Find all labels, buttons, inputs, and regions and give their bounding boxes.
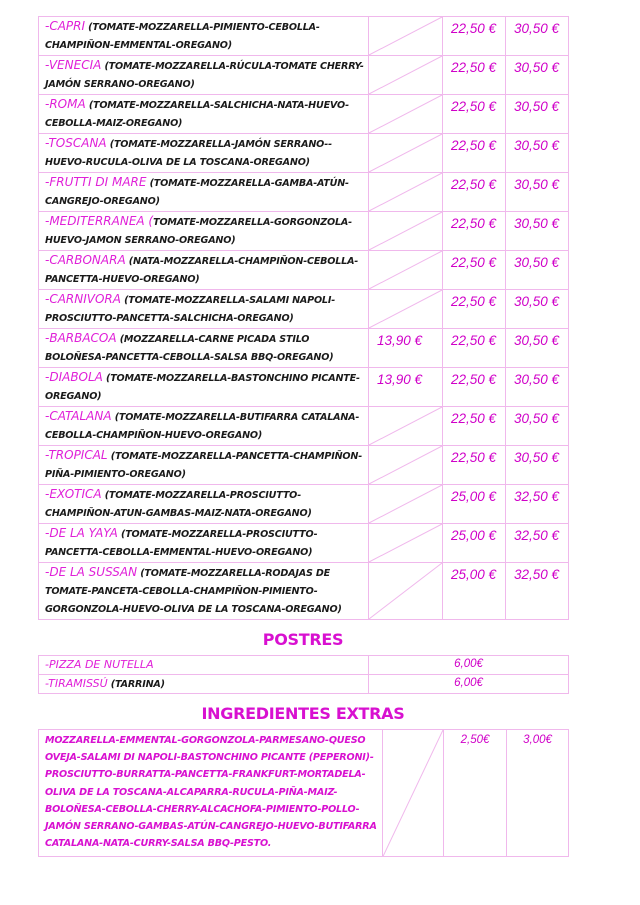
empty-cell-slash (369, 524, 443, 563)
table-row (39, 563, 569, 620)
dessert-name: -TIRAMISSÚ (45, 677, 108, 690)
empty-cell-slash (369, 173, 443, 212)
pizza-description (39, 56, 369, 95)
table-row (39, 290, 569, 329)
extras-price-medium: 2,50€ (444, 730, 507, 857)
postres-title: POSTRES (262, 630, 344, 649)
pizza-name: -CATALANA (45, 409, 112, 423)
pizza-ingredients: (TOMATE-MOZZARELLA-RÚCULA-TOMATE CHERRY- JAMÓN SERRANO-OREGANO) (45, 61, 364, 90)
pizza-name: -BARBACOA (45, 331, 117, 345)
pizza-name: -ROMA (45, 97, 86, 111)
empty-cell-slash (369, 56, 443, 95)
dessert-extra: (TARRINA) (107, 679, 165, 690)
price-large: 32,50 € (506, 485, 569, 524)
pizza-name: -TOSCANA (45, 136, 107, 150)
price-large: 30,50 € (506, 17, 569, 56)
price-medium: 22,50 € (443, 95, 506, 134)
pizza-name: -MEDITERRANEA ( (45, 214, 154, 228)
pizza-description (39, 251, 369, 290)
empty-cell-slash (369, 563, 443, 620)
table-row (39, 56, 569, 95)
pizza-description (39, 485, 369, 524)
pizza-name: -VENECIA (45, 58, 102, 72)
pizza-description (39, 407, 369, 446)
price-large: 30,50 € (506, 290, 569, 329)
table-row (39, 485, 569, 524)
price-large: 30,50 € (506, 329, 569, 368)
price-medium: 22,50 € (443, 407, 506, 446)
extras-title: INGREDIENTES EXTRAS (201, 704, 405, 723)
price-small: 13,90 € (369, 329, 443, 368)
table-row (39, 368, 569, 407)
price-medium: 22,50 € (443, 251, 506, 290)
pizza-description (39, 524, 369, 563)
dessert-price: 6,00€ (369, 675, 569, 694)
table-row (39, 329, 569, 368)
pizza-description (39, 173, 369, 212)
pizza-description (39, 446, 369, 485)
table-row (39, 251, 569, 290)
empty-cell-slash (369, 17, 443, 56)
pizza-description (39, 95, 369, 134)
extras-list: MOZZARELLA-EMMENTAL-GORGONZOLA-PARMESANO-QUESO OVEJA-SALAMI DI NAPOLI-BASTONCHINO PICANTE (PEPERONI)-PROSCIUTTO-BURRATTA-PANCETTA-FRANKFURT-MORTADELA-OLIVA DE LA TOSCANA-ALCAPARRA-RUCULA-PIÑA-MAIZ-BOLOÑESA-CEBOLLA-CHERRY-ALCACHOFA-PIMIENTO-POLLO-JAMÓN SERRANO-GAMBAS-ATÚN-CANGREJO-HUEVO-BUTIFARRA CATALANA-NATA-CURRY-SALSA BBQ-PESTO. (39, 730, 383, 857)
price-large: 32,50 € (506, 524, 569, 563)
pizza-description (39, 134, 369, 173)
price-large: 30,50 € (506, 95, 569, 134)
price-medium: 22,50 € (443, 368, 506, 407)
table-row (39, 407, 569, 446)
pizza-name: -FRUTTI DI MARE (45, 175, 147, 189)
table-row (39, 17, 569, 56)
pizza-description (39, 329, 369, 368)
price-medium: 22,50 € (443, 56, 506, 95)
pizza-ingredients: (TOMATE-MOZZARELLA-SALAMI NAPOLI-PROSCIUTTO-PANCETTA-SALCHICHA-OREGANO) (45, 295, 335, 324)
table-row (39, 95, 569, 134)
dessert-price: 6,00€ (369, 656, 569, 675)
price-medium: 22,50 € (443, 290, 506, 329)
menu-page (38, 16, 568, 857)
table-row (39, 524, 569, 563)
price-medium: 22,50 € (443, 446, 506, 485)
table-row (39, 656, 569, 675)
pizza-description (39, 17, 369, 56)
extras-price-large: 3,00€ (507, 730, 569, 857)
dessert-name: -PIZZA DE NUTELLA (45, 658, 154, 671)
empty-cell-slash (369, 251, 443, 290)
empty-cell-slash (369, 95, 443, 134)
table-row (39, 173, 569, 212)
pizza-ingredients: (TOMATE-MOZZARELLA-PROSCIUTTO-PANCETTA-CEBOLLA-EMMENTAL-HUEVO-OREGANO) (45, 529, 318, 558)
pizza-name: -CAPRI (45, 19, 86, 33)
price-medium: 25,00 € (443, 524, 506, 563)
price-large: 30,50 € (506, 368, 569, 407)
pizza-ingredients: (NATA-MOZZARELLA-CHAMPIÑON-CEBOLLA-PANCETTA-HUEVO-OREGANO) (45, 256, 359, 285)
price-large: 30,50 € (506, 134, 569, 173)
pizza-ingredients: (TOMATE-MOZZARELLA-GAMBA-ATÚN-CANGREJO-OREGANO) (45, 178, 349, 207)
table-row (39, 212, 569, 251)
pizza-name: -DE LA SUSSAN (45, 565, 138, 579)
empty-cell-slash (383, 730, 444, 857)
price-large: 30,50 € (506, 173, 569, 212)
price-large: 30,50 € (506, 446, 569, 485)
price-large: 30,50 € (506, 251, 569, 290)
empty-cell-slash (369, 485, 443, 524)
pizza-description (39, 290, 369, 329)
table-row (39, 730, 569, 857)
pizza-ingredients: (TOMATE-MOZZARELLA-BUTIFARRA CATALANA-CEBOLLA-CHAMPIÑON-HUEVO-OREGANO) (45, 412, 360, 441)
price-medium: 25,00 € (443, 485, 506, 524)
pizza-ingredients: (TOMATE-MOZZARELLA-PIMIENTO-CEBOLLA-CHAMPIÑON-EMMENTAL-OREGANO) (45, 22, 320, 51)
pizza-name: -CARNIVORA (45, 292, 121, 306)
price-large: 30,50 € (506, 212, 569, 251)
pizza-ingredients: (TOMATE-MOZZARELLA-PROSCIUTTO-CHAMPIÑON-ATUN-GAMBAS-MAIZ-NATA-OREGANO) (45, 490, 312, 519)
pizza-ingredients: TOMATE-MOZZARELLA-GORGONZOLA-HUEVO-JAMON SERRANO-OREGANO) (45, 217, 352, 246)
empty-cell-slash (369, 134, 443, 173)
price-large: 30,50 € (506, 407, 569, 446)
extras-table (38, 729, 569, 857)
table-row (39, 675, 569, 694)
empty-cell-slash (369, 212, 443, 251)
empty-cell-slash (369, 446, 443, 485)
table-row (39, 134, 569, 173)
pizza-ingredients: (TOMATE-MOZZARELLA-PANCETTA-CHAMPIÑON-PIÑA-PIMIENTO-OREGANO) (45, 451, 363, 480)
pizza-name: -DIABOLA (45, 370, 103, 384)
price-medium: 22,50 € (443, 134, 506, 173)
price-large: 30,50 € (506, 56, 569, 95)
pizza-name: -CARBONARA (45, 253, 126, 267)
empty-cell-slash (369, 407, 443, 446)
pizza-ingredients: (MOZZARELLA-CARNE PICADA STILO BOLOÑESA-PANCETTA-CEBOLLA-SALSA BBQ-OREGANO) (45, 334, 334, 363)
price-medium: 22,50 € (443, 329, 506, 368)
price-large: 32,50 € (506, 563, 569, 620)
pizza-description (39, 212, 369, 251)
price-medium: 22,50 € (443, 173, 506, 212)
price-small: 13,90 € (369, 368, 443, 407)
pizza-description (39, 368, 369, 407)
table-row (39, 446, 569, 485)
pizza-ingredients: (TOMATE-MOZZARELLA-SALCHICHA-NATA-HUEVO-CEBOLLA-MAIZ-OREGANO) (45, 100, 349, 129)
price-medium: 25,00 € (443, 563, 506, 620)
price-medium: 22,50 € (443, 17, 506, 56)
pizza-ingredients: (TOMATE-MOZZARELLA-BASTONCHINO PICANTE-OREGANO) (45, 373, 360, 402)
pizza-name: -DE LA YAYA (45, 526, 118, 540)
pizza-ingredients: (TOMATE-MOZZARELLA-JAMÓN SERRANO--HUEVO-RUCULA-OLIVA DE LA TOSCANA-OREGANO) (45, 139, 332, 168)
pizza-table (38, 16, 569, 620)
postres-table (38, 655, 569, 694)
empty-cell-slash (369, 290, 443, 329)
price-medium: 22,50 € (443, 212, 506, 251)
pizza-description (39, 563, 369, 620)
pizza-ingredients: (TOMATE-MOZZARELLA-RODAJAS DE TOMATE-PANCETA-CEBOLLA-CHAMPIÑON-PIMIENTO-GORGONZOLA-HUEVO-OLIVA DE LA TOSCANA-OREGANO) (45, 568, 342, 615)
pizza-name: -TROPICAL (45, 448, 108, 462)
pizza-name: -EXOTICA (45, 487, 102, 501)
